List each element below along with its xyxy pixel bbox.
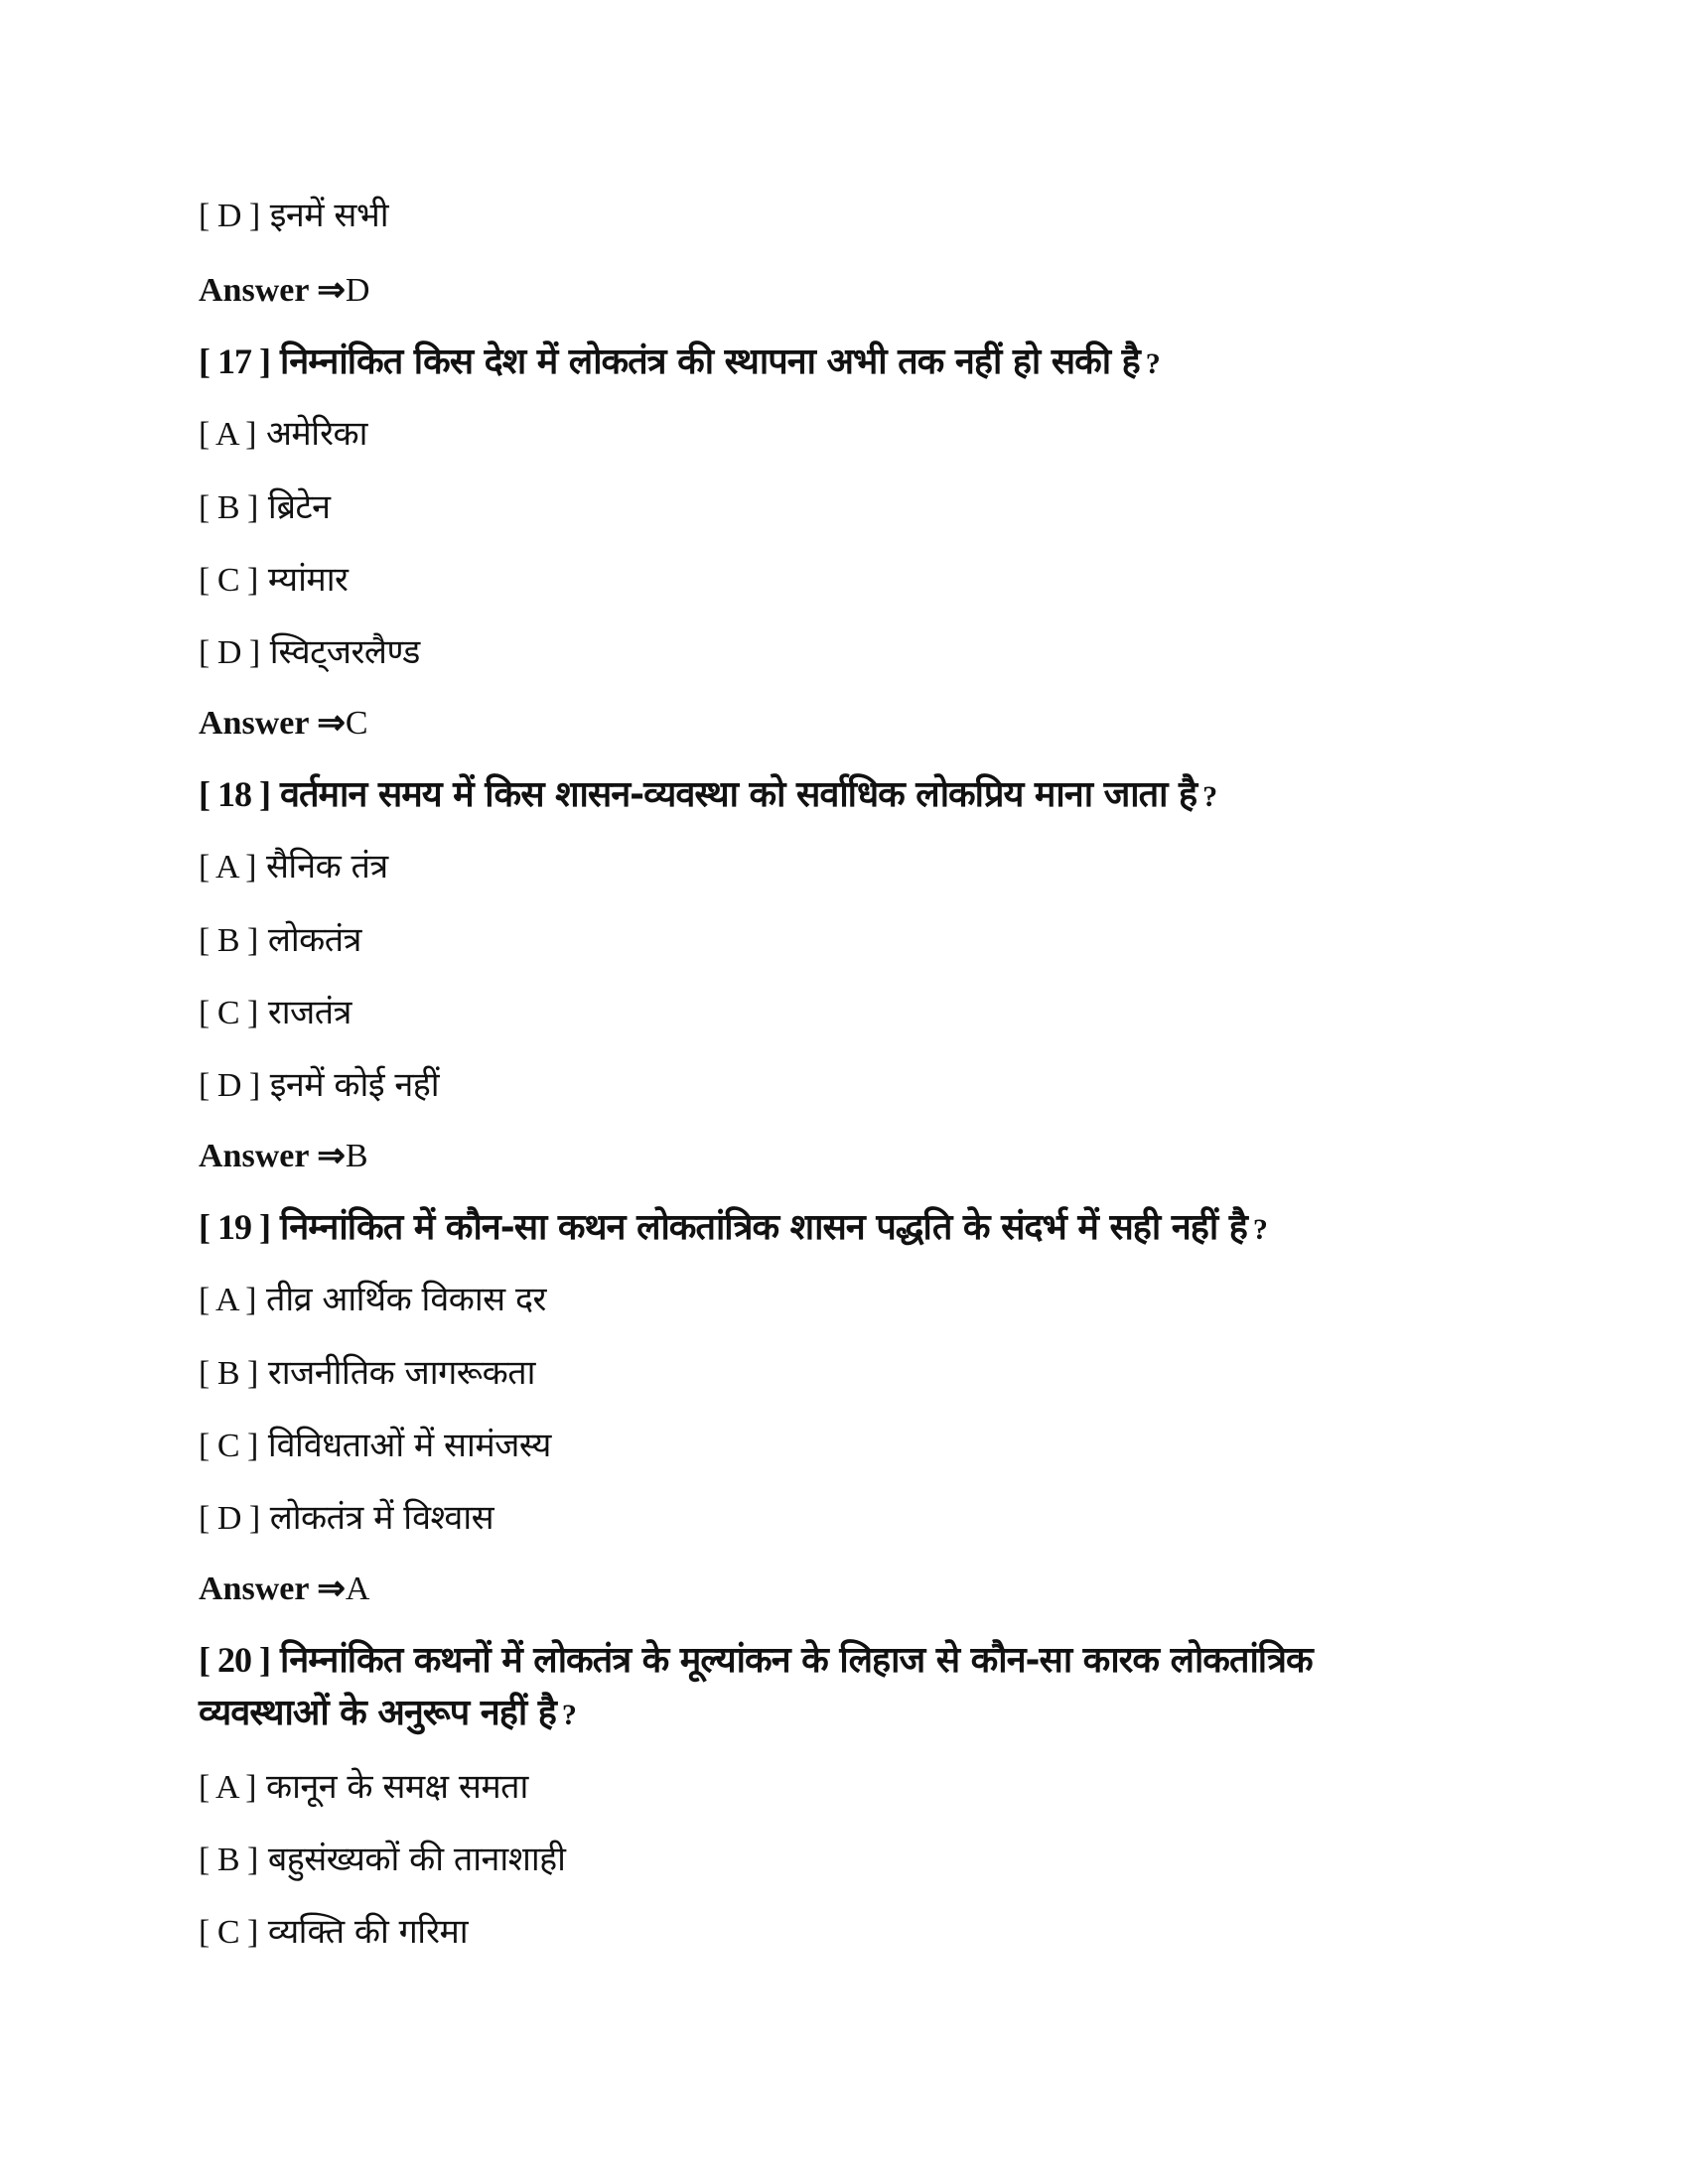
option-tag: [ C ] bbox=[199, 995, 258, 1031]
option-tag: [ B ] bbox=[199, 1355, 258, 1392]
option-text: विविधताओं में सामंजस्य bbox=[267, 1426, 551, 1465]
q19-option-a bbox=[199, 1280, 546, 1319]
question-text: वर्तमान समय में किस शासन-व्यवस्था को सर्वाधिक लोकप्रिय माना जाता है bbox=[279, 774, 1197, 815]
answer-label: Answer ⇒ bbox=[199, 272, 346, 309]
option-text: लोकतंत्र bbox=[267, 920, 361, 960]
q19-option-c bbox=[199, 1426, 551, 1465]
option-text: सैनिक तंत्र bbox=[265, 847, 388, 887]
option-text: राजतंत्र bbox=[267, 993, 352, 1032]
question-19 bbox=[199, 1209, 1267, 1246]
q18-option-d bbox=[199, 1065, 440, 1105]
option-text: कानून के समक्ष समता bbox=[265, 1767, 528, 1807]
option-tag: [ A ] bbox=[199, 849, 256, 886]
q18-option-c bbox=[199, 993, 352, 1032]
option-text: ब्रिटेन bbox=[267, 487, 331, 527]
question-text: निम्नांकित किस देश में लोकतंत्र की स्थापना अभी तक नहीं हो सकी है bbox=[279, 341, 1140, 382]
option-text: इनमें कोई नहीं bbox=[269, 1065, 440, 1105]
option-text: स्विट्जरलैण्ड bbox=[269, 632, 420, 672]
option-tag: [ A ] bbox=[199, 1769, 256, 1806]
answer-value: D bbox=[345, 272, 370, 309]
option-tag: [ C ] bbox=[199, 562, 258, 599]
q18-option-a bbox=[199, 847, 388, 887]
question-mark: ? bbox=[1252, 1213, 1267, 1246]
q17-option-c bbox=[199, 560, 349, 600]
answer-label: Answer ⇒ bbox=[199, 1138, 346, 1174]
answer-label: Answer ⇒ bbox=[199, 705, 346, 742]
q17-option-a bbox=[199, 414, 367, 454]
question-number: [ 17 ] bbox=[199, 341, 270, 381]
question-mark: ? bbox=[1145, 347, 1160, 380]
option-tag: [ D ] bbox=[199, 634, 260, 671]
question-20-line2 bbox=[199, 1693, 576, 1733]
answer-value: C bbox=[345, 705, 368, 742]
question-20 bbox=[199, 1642, 1313, 1679]
q18-option-b bbox=[199, 920, 361, 960]
question-number: [ 19 ] bbox=[199, 1207, 270, 1247]
q18-answer bbox=[199, 1140, 368, 1173]
question-text-line1: निम्नांकित कथनों में लोकतंत्र के मूल्यांकन के लिहाज से कौन-सा कारक लोकतांत्रिक bbox=[279, 1640, 1313, 1681]
q20-option-c bbox=[199, 1912, 469, 1952]
q17-answer bbox=[199, 707, 368, 741]
option-tag: [ B ] bbox=[199, 1842, 258, 1878]
question-number: [ 20 ] bbox=[199, 1640, 270, 1680]
option-text: म्यांमार bbox=[267, 560, 349, 600]
option-text: व्यक्ति की गरिमा bbox=[267, 1912, 469, 1952]
question-text: निम्नांकित में कौन-सा कथन लोकतांत्रिक शासन पद्धति के संदर्भ में सही नहीं है bbox=[279, 1207, 1247, 1248]
answer-label: Answer ⇒ bbox=[199, 1570, 346, 1607]
question-mark: ? bbox=[561, 1699, 576, 1731]
question-number: [ 18 ] bbox=[199, 774, 270, 814]
option-tag: [ D ] bbox=[199, 1067, 260, 1104]
option-tag: [ D ] bbox=[199, 1500, 260, 1537]
q20-option-a bbox=[199, 1767, 528, 1807]
option-text: इनमें सभी bbox=[269, 196, 389, 235]
answer-prev bbox=[199, 274, 369, 308]
option-tag: [ B ] bbox=[199, 922, 258, 959]
q20-option-b bbox=[199, 1840, 566, 1879]
question-text-line2: व्यवस्थाओं के अनुरूप नहीं है bbox=[199, 1693, 556, 1733]
option-tag: [ C ] bbox=[199, 1914, 258, 1951]
option-tag: [ A ] bbox=[199, 1282, 256, 1318]
option-tag: [ B ] bbox=[199, 489, 258, 526]
q19-answer bbox=[199, 1572, 369, 1606]
option-tag: [ A ] bbox=[199, 416, 256, 453]
answer-value: A bbox=[345, 1570, 370, 1607]
option-tag: [ D ] bbox=[199, 198, 260, 234]
q17-option-d bbox=[199, 632, 420, 672]
option-text: अमेरिका bbox=[265, 414, 367, 454]
q19-option-b bbox=[199, 1353, 535, 1393]
option-text: बहुसंख्यकों की तानाशाही bbox=[267, 1840, 566, 1879]
question-17 bbox=[199, 343, 1160, 380]
question-mark: ? bbox=[1202, 780, 1217, 813]
option-text: राजनीतिक जागरूकता bbox=[267, 1353, 535, 1393]
q19-option-d bbox=[199, 1498, 494, 1538]
option-text: तीव्र आर्थिक विकास दर bbox=[265, 1280, 546, 1319]
option-d-prev bbox=[199, 196, 389, 235]
answer-value: B bbox=[345, 1138, 368, 1174]
question-18 bbox=[199, 776, 1216, 813]
q17-option-b bbox=[199, 487, 331, 527]
option-tag: [ C ] bbox=[199, 1428, 258, 1464]
option-text: लोकतंत्र में विश्वास bbox=[269, 1498, 494, 1538]
